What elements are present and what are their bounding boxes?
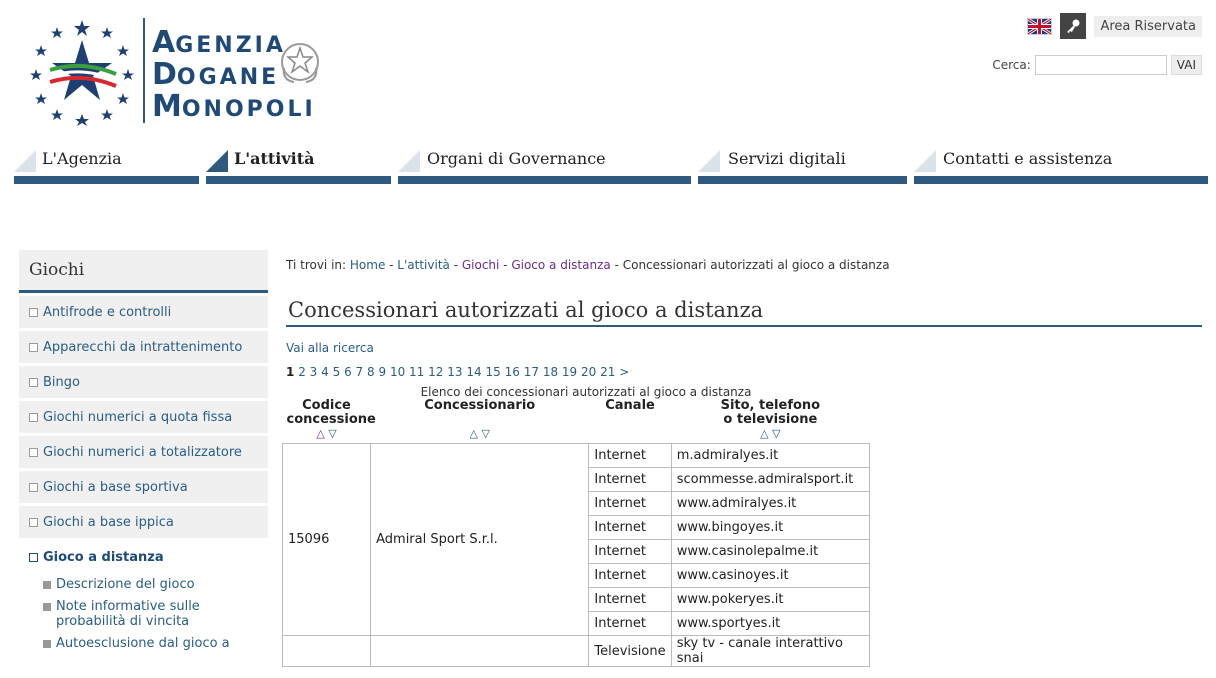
sidebar-item-apparecchi[interactable]: Apparecchi da intrattenimento xyxy=(19,331,268,363)
square-bullet-icon xyxy=(29,448,38,457)
cell-sito: scommesse.admiralsport.it xyxy=(671,468,869,492)
logo-wordmark: AGENZIA DOGANE MONOPOLI xyxy=(152,25,316,124)
page-next[interactable]: > xyxy=(619,365,630,379)
sort-asc-icon[interactable]: △ xyxy=(469,427,478,440)
cell-canale: Internet xyxy=(589,444,671,468)
nav-contatti-e-assistenza[interactable]: Contatti e assistenza xyxy=(914,146,1208,184)
logo-divider xyxy=(143,18,145,123)
sort-desc-icon[interactable]: ▽ xyxy=(328,427,337,440)
page-link[interactable]: 4 xyxy=(321,365,329,379)
cell-sito: www.sportyes.it xyxy=(671,612,869,636)
search-label: Cerca: xyxy=(992,58,1031,72)
cell-canale: Internet xyxy=(589,516,671,540)
col-header-sito: Sito, telefono o televisione △ ▽ xyxy=(720,398,821,440)
sort-desc-icon[interactable]: ▽ xyxy=(481,427,490,440)
search-input[interactable] xyxy=(1035,55,1167,75)
vai-alla-ricerca-link[interactable]: Vai alla ricerca xyxy=(286,341,374,355)
cell-sito: sky tv - canale interattivo snai xyxy=(671,636,869,667)
col-header-concessionario: Concessionario △ ▽ xyxy=(424,398,536,440)
page-link[interactable]: 2 xyxy=(298,365,306,379)
page-link[interactable]: 20 xyxy=(581,365,597,379)
cell-concessionario xyxy=(371,636,589,667)
page-link[interactable]: 19 xyxy=(561,365,578,379)
sidebar-item-quota-fissa[interactable]: Giochi numerici a quota fissa xyxy=(19,401,268,433)
sidebar-title: Giochi xyxy=(19,250,268,293)
square-bullet-icon xyxy=(29,483,38,492)
sidebar-item-gioco-a-distanza[interactable]: Gioco a distanza xyxy=(19,541,268,573)
sidebar-subitem-autoesclusione[interactable]: Autoesclusione dal gioco a xyxy=(19,636,268,651)
main-content xyxy=(286,258,1202,667)
square-bullet-icon xyxy=(43,640,51,648)
sort-asc-icon[interactable]: △ xyxy=(316,427,325,440)
nav-l-agenzia[interactable]: L'Agenzia xyxy=(14,146,199,184)
nav-l-attivita[interactable]: L'attività xyxy=(206,146,391,184)
table-row xyxy=(283,444,870,468)
col-header-canale: Canale xyxy=(605,398,655,413)
square-bullet-icon xyxy=(29,378,38,387)
sidebar-subitem-descrizione[interactable]: Descrizione del gioco xyxy=(19,577,268,592)
page-link[interactable]: 14 xyxy=(466,365,482,379)
key-icon[interactable] xyxy=(1060,13,1086,39)
page-link[interactable]: 3 xyxy=(309,365,318,379)
cell-sito: www.casinolepalme.it xyxy=(671,540,869,564)
cell-sito: www.bingoyes.it xyxy=(671,516,869,540)
pagination xyxy=(286,365,1202,379)
nav-organi-di-governance[interactable]: Organi di Governance xyxy=(398,146,691,184)
col-header-codice: Codice concessione △ ▽ xyxy=(286,398,376,440)
agency-logo[interactable] xyxy=(22,18,352,126)
page-link[interactable]: 10 xyxy=(389,365,406,379)
cell-canale: Internet xyxy=(589,540,671,564)
cell-sito: www.pokeryes.it xyxy=(671,588,869,612)
republic-emblem-icon xyxy=(278,38,322,86)
page-link[interactable]: 13 xyxy=(447,365,463,379)
cell-codice: 15096 xyxy=(283,444,371,636)
breadcrumb-current: Concessionari autorizzati al gioco a distanza xyxy=(622,258,890,272)
breadcrumb-home[interactable]: Home xyxy=(349,258,386,272)
cell-sito: www.admiralyes.it xyxy=(671,492,869,516)
cell-canale: Internet xyxy=(589,492,671,516)
sidebar-item-totalizzatore[interactable]: Giochi numerici a totalizzatore xyxy=(19,436,268,468)
square-bullet-icon xyxy=(29,308,38,317)
sidebar-item-antifrode[interactable]: Antifrode e controlli xyxy=(19,296,268,328)
page-link[interactable]: 6 xyxy=(344,365,352,379)
concessionari-table xyxy=(282,399,870,667)
search-button[interactable]: VAI xyxy=(1171,55,1202,75)
square-bullet-icon xyxy=(29,553,38,562)
square-bullet-icon xyxy=(29,518,38,527)
square-bullet-icon xyxy=(29,413,38,422)
breadcrumb-giochi[interactable]: Giochi xyxy=(461,258,500,272)
cell-canale: Internet xyxy=(589,468,671,492)
search-form xyxy=(992,55,1202,75)
page-link[interactable]: 9 xyxy=(378,365,387,379)
main-nav xyxy=(14,146,1208,184)
page-link[interactable]: 12 xyxy=(428,365,444,379)
sort-asc-icon[interactable]: △ xyxy=(760,427,769,440)
page-link[interactable]: 21 xyxy=(600,365,616,379)
page-link[interactable]: 8 xyxy=(367,365,375,379)
square-bullet-icon xyxy=(43,603,51,611)
page-link[interactable]: 18 xyxy=(542,365,559,379)
breadcrumb-prefix: Ti trovi in: xyxy=(286,258,347,272)
eu-stars-logo-icon xyxy=(22,18,142,126)
page-title: Concessionari autorizzati al gioco a distanza xyxy=(286,298,1202,327)
sidebar-subitem-note-informative[interactable]: Note informative sulle probabilità di vincita xyxy=(19,599,268,629)
square-bullet-icon xyxy=(29,343,38,352)
page-link[interactable]: 16 xyxy=(504,365,520,379)
cell-canale: Internet xyxy=(589,564,671,588)
page-link[interactable]: 15 xyxy=(485,365,501,379)
sort-desc-icon[interactable]: ▽ xyxy=(772,427,781,440)
cell-sito: m.admiralyes.it xyxy=(671,444,869,468)
breadcrumb-gioco-a-distanza[interactable]: Gioco a distanza xyxy=(511,258,611,272)
sidebar-item-base-ippica[interactable]: Giochi a base ippica xyxy=(19,506,268,538)
page-link[interactable]: 11 xyxy=(409,365,425,379)
cell-canale: Internet xyxy=(589,588,671,612)
sidebar-item-base-sportiva[interactable]: Giochi a base sportiva xyxy=(19,471,268,503)
breadcrumb-attivita[interactable]: L'attività xyxy=(397,258,450,272)
breadcrumb: Ti trovi in: Home - L'attività - Giochi - Gioco a distanza - Concessionari autorizzati al gioco a distanza xyxy=(286,258,890,272)
area-riservata-link[interactable]: Area Riservata xyxy=(1094,16,1202,37)
page-link[interactable]: 5 xyxy=(332,365,341,379)
page-link[interactable]: 7 xyxy=(355,365,364,379)
nav-servizi-digitali[interactable]: Servizi digitali xyxy=(698,146,907,184)
cell-canale: Internet xyxy=(589,612,671,636)
sidebar-item-bingo[interactable]: Bingo xyxy=(19,366,268,398)
table-caption: Elenco dei concessionari autorizzati al gioco a distanza xyxy=(420,385,752,399)
page-current: 1 xyxy=(286,365,295,379)
page-link[interactable]: 17 xyxy=(523,365,539,379)
cell-codice xyxy=(283,636,371,667)
cell-canale: Televisione xyxy=(589,636,671,667)
uk-flag-icon[interactable] xyxy=(1027,18,1052,35)
table-row xyxy=(283,636,870,667)
cell-concessionario: Admiral Sport S.r.l. xyxy=(371,444,589,636)
square-bullet-icon xyxy=(43,581,51,589)
sidebar xyxy=(19,250,268,651)
top-right-tools xyxy=(1027,13,1202,39)
cell-sito: www.casinoyes.it xyxy=(671,564,869,588)
